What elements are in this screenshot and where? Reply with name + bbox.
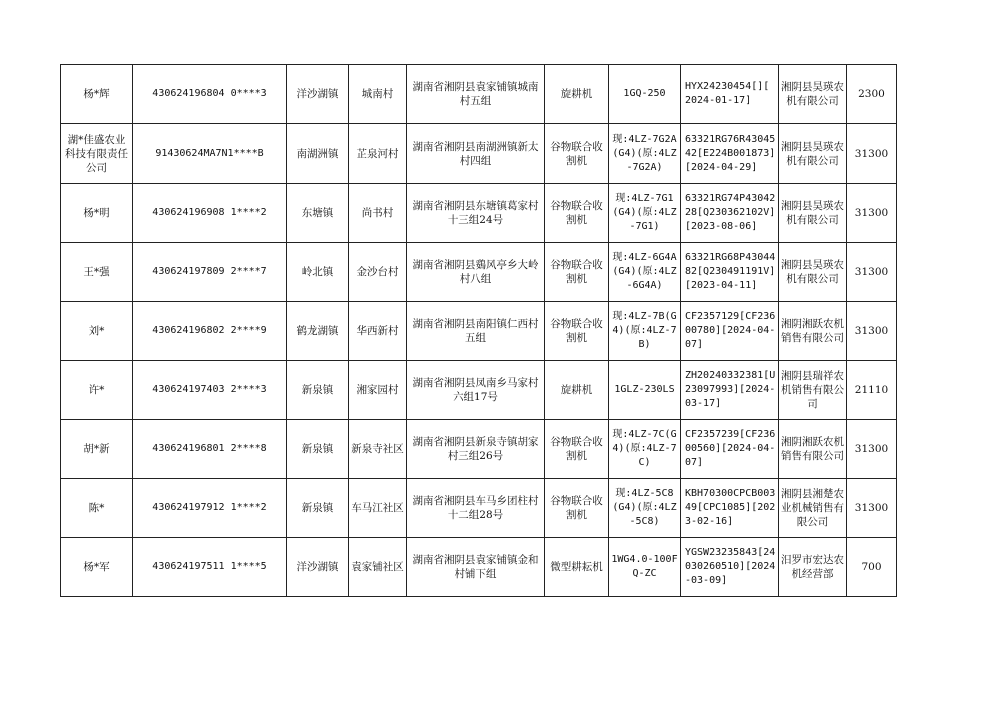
cell-certificate: CF2357239[CF23600560][2024-04-07]	[681, 420, 779, 479]
cell-certificate: ZH20240332381[U23097993][2024-03-17]	[681, 361, 779, 420]
cell-address: 湖南省湘阴县袁家铺镇金和村铺下组	[407, 538, 545, 597]
cell-subsidy-amount: 31300	[847, 124, 897, 184]
cell-address: 湖南省湘阴县凤南乡马家村六组17号	[407, 361, 545, 420]
cell-machine-type: 谷物联合收割机	[545, 184, 609, 243]
cell-certificate: HYX24230454[][ 2024-01-17]	[681, 65, 779, 124]
cell-town: 洋沙湖镇	[287, 65, 349, 124]
table-row	[61, 243, 897, 302]
cell-address: 湖南省湘阴县南湖洲镇新太村四组	[407, 124, 545, 184]
subsidy-table	[60, 64, 897, 597]
cell-village: 袁家铺社区	[349, 538, 407, 597]
cell-id-number: 430624196802 2****9	[133, 302, 287, 361]
cell-machine-type: 谷物联合收割机	[545, 243, 609, 302]
table-row	[61, 124, 897, 184]
cell-subsidy-amount: 31300	[847, 420, 897, 479]
cell-id-number: 430624197403 2****3	[133, 361, 287, 420]
cell-machine-type: 谷物联合收割机	[545, 302, 609, 361]
table-row	[61, 65, 897, 124]
table-row	[61, 420, 897, 479]
table-row	[61, 538, 897, 597]
cell-town: 洋沙湖镇	[287, 538, 349, 597]
cell-certificate: KBH70300CPCB00349[CPC1085][2023-02-16]	[681, 479, 779, 538]
cell-applicant-name: 王*强	[61, 243, 133, 302]
table-row	[61, 479, 897, 538]
table-row	[61, 361, 897, 420]
cell-address: 湖南省湘阴县袁家铺镇城南村五组	[407, 65, 545, 124]
cell-town: 新泉镇	[287, 420, 349, 479]
cell-id-number: 430624196801 2****8	[133, 420, 287, 479]
cell-applicant-name: 湖*佳盛农业科技有限责任公司	[61, 124, 133, 184]
cell-village: 华西新村	[349, 302, 407, 361]
cell-dealer: 湘阴县昊瑛农机有限公司	[779, 184, 847, 243]
cell-address: 湖南省湘阴县南阳镇仁西村五组	[407, 302, 545, 361]
cell-applicant-name: 陈*	[61, 479, 133, 538]
cell-machine-model: 现:4LZ-7C(G4)(原:4LZ-7C)	[609, 420, 681, 479]
cell-village: 车马江社区	[349, 479, 407, 538]
cell-address: 湖南省湘阴县鵎风亭乡大岭村八组	[407, 243, 545, 302]
cell-address: 湖南省湘阴县新泉寺镇胡家村三组26号	[407, 420, 545, 479]
cell-machine-model: 现:4LZ-7B(G4)(原:4LZ-7B)	[609, 302, 681, 361]
cell-id-number: 430624196804 0****3	[133, 65, 287, 124]
cell-id-number: 430624196908 1****2	[133, 184, 287, 243]
table-row	[61, 184, 897, 243]
cell-town: 新泉镇	[287, 479, 349, 538]
cell-village: 芷泉河村	[349, 124, 407, 184]
cell-certificate: YGSW23235843[24030260510][2024-03-09]	[681, 538, 779, 597]
cell-machine-model: 1WG4.0-100FQ-ZC	[609, 538, 681, 597]
cell-machine-type: 微型耕耘机	[545, 538, 609, 597]
cell-applicant-name: 许*	[61, 361, 133, 420]
cell-machine-model: 现:4LZ-7G2A(G4)(原:4LZ-7G2A)	[609, 124, 681, 184]
cell-subsidy-amount: 31300	[847, 302, 897, 361]
cell-id-number: 91430624MA7N1****B	[133, 124, 287, 184]
cell-dealer: 湘阴县昊瑛农机有限公司	[779, 65, 847, 124]
cell-town: 鹤龙湖镇	[287, 302, 349, 361]
cell-dealer: 湘阴湘跃农机销售有限公司	[779, 420, 847, 479]
cell-address: 湖南省湘阴县车马乡团柱村十二组28号	[407, 479, 545, 538]
cell-id-number: 430624197511 1****5	[133, 538, 287, 597]
cell-dealer: 湘阴县昊瑛农机有限公司	[779, 243, 847, 302]
cell-machine-type: 谷物联合收割机	[545, 124, 609, 184]
cell-applicant-name: 杨*辉	[61, 65, 133, 124]
cell-village: 湘家园村	[349, 361, 407, 420]
cell-dealer: 湘阴县瑞祥农机销售有限公司	[779, 361, 847, 420]
cell-village: 尚书村	[349, 184, 407, 243]
cell-subsidy-amount: 31300	[847, 184, 897, 243]
cell-id-number: 430624197809 2****7	[133, 243, 287, 302]
cell-subsidy-amount: 21110	[847, 361, 897, 420]
cell-subsidy-amount: 31300	[847, 243, 897, 302]
cell-town: 南湖洲镇	[287, 124, 349, 184]
cell-applicant-name: 杨*明	[61, 184, 133, 243]
cell-machine-model: 1GLZ-230LS	[609, 361, 681, 420]
cell-dealer: 湘阴县昊瑛农机有限公司	[779, 124, 847, 184]
cell-machine-model: 现:4LZ-7G1(G4)(原:4LZ-7G1)	[609, 184, 681, 243]
cell-machine-type: 旋耕机	[545, 65, 609, 124]
table-row	[61, 302, 897, 361]
cell-subsidy-amount: 2300	[847, 65, 897, 124]
cell-machine-model: 1GQ-250	[609, 65, 681, 124]
cell-village: 金沙台村	[349, 243, 407, 302]
cell-dealer: 汨罗市宏达农机经营部	[779, 538, 847, 597]
cell-town: 岭北镇	[287, 243, 349, 302]
cell-town: 东塘镇	[287, 184, 349, 243]
cell-applicant-name: 胡*新	[61, 420, 133, 479]
cell-dealer: 湘阴湘跃农机销售有限公司	[779, 302, 847, 361]
cell-address: 湖南省湘阴县东塘镇葛家村十三组24号	[407, 184, 545, 243]
cell-town: 新泉镇	[287, 361, 349, 420]
cell-machine-type: 旋耕机	[545, 361, 609, 420]
cell-id-number: 430624197912 1****2	[133, 479, 287, 538]
cell-certificate: 63321RG76R4304542[E224B001873][2024-04-29]	[681, 124, 779, 184]
cell-village: 城南村	[349, 65, 407, 124]
cell-subsidy-amount: 700	[847, 538, 897, 597]
cell-subsidy-amount: 31300	[847, 479, 897, 538]
cell-dealer: 湘阴县湘楚农业机械销售有限公司	[779, 479, 847, 538]
cell-village: 新泉寺社区	[349, 420, 407, 479]
cell-machine-model: 现:4LZ-5C8(G4)(原:4LZ-5C8)	[609, 479, 681, 538]
cell-applicant-name: 杨*军	[61, 538, 133, 597]
cell-applicant-name: 刘*	[61, 302, 133, 361]
cell-certificate: 63321RG68P4304482[Q230491191V][2023-04-11]	[681, 243, 779, 302]
cell-certificate: 63321RG74P4304228[Q230362102V][2023-08-06]	[681, 184, 779, 243]
cell-machine-type: 谷物联合收割机	[545, 420, 609, 479]
cell-certificate: CF2357129[CF23600780][2024-04-07]	[681, 302, 779, 361]
cell-machine-type: 谷物联合收割机	[545, 479, 609, 538]
cell-machine-model: 现:4LZ-6G4A(G4)(原:4LZ-6G4A)	[609, 243, 681, 302]
